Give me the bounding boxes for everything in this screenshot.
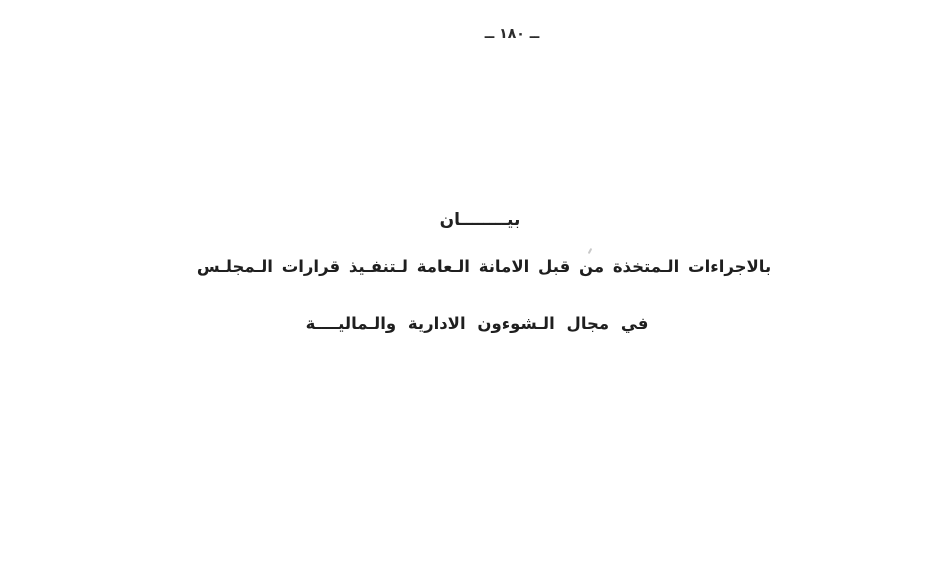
document-title: بيــــــــان: [439, 210, 521, 230]
document-subtitle-line-2: في مجال الـشوءون الادارية والـماليــــة: [305, 314, 649, 333]
document-subtitle-line-1: بالاجراءات الـمتخذة من قبل الامانة الـعامة لـتنفـيذ قرارات الـمجلـس: [196, 257, 772, 276]
page-number: ــ ١٨٠ ــ: [484, 26, 540, 42]
